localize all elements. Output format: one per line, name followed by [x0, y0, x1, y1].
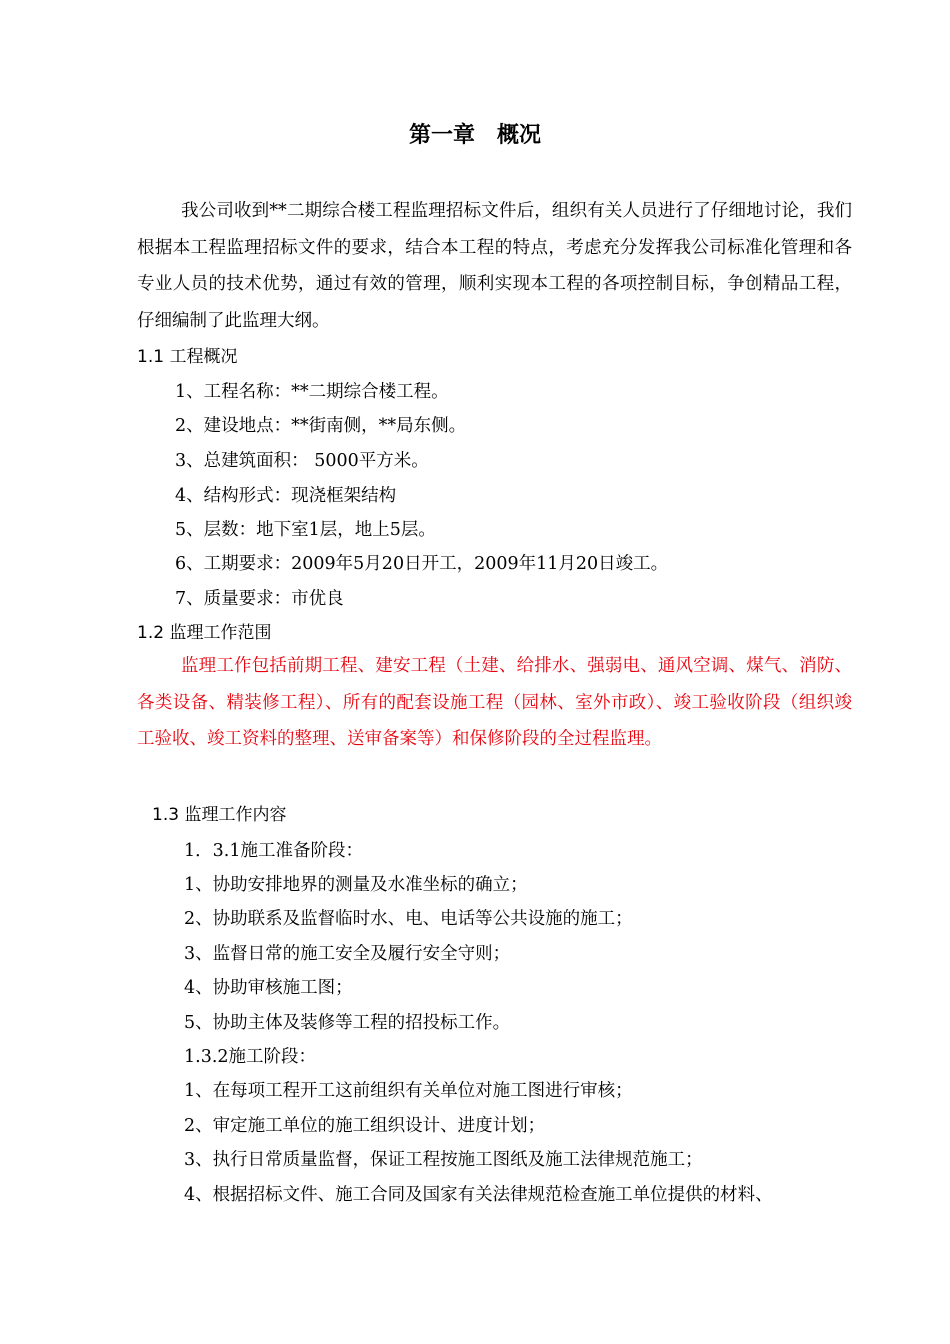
overview-item: 1、工程名称：**二期综合楼工程。: [175, 382, 449, 402]
overview-item: 4、结构形式：现浇框架结构: [175, 486, 397, 506]
subsection-heading-1-3-1: 1．3.1施工准备阶段：: [184, 841, 363, 861]
overview-item: 5、层数：地下室1层，地上5层。: [175, 520, 436, 540]
construction-item: 2、审定施工单位的施工组织设计、进度计划；: [184, 1116, 546, 1136]
intro-paragraph: 我公司收到**二期综合楼工程监理招标文件后，组织有关人员进行了仔细地讨论，我们根据本工程监理招标文件的要求，结合本工程的特点，考虑充分发挥我公司标准化管理和各专业人员的技术优势，通过有效的管理，顺利实现本工程的各项控制目标，争创精品工程，仔细编制了此监理大纲。: [137, 201, 852, 331]
prep-item: 4、协助审核施工图；: [184, 978, 353, 998]
overview-item: 3、总建筑面积： 5000平方米。: [175, 451, 429, 471]
construction-item: 3、执行日常质量监督，保证工程按施工图纸及施工法律规范施工；: [184, 1150, 703, 1170]
prep-item: 3、监督日常的施工安全及履行安全守则；: [184, 944, 511, 964]
section-heading-1-2: 1.2 监理工作范围: [137, 623, 272, 643]
prep-item: 1、协助安排地界的测量及水准坐标的确立；: [184, 875, 528, 895]
overview-item: 6、工期要求：2009年5月20日开工，2009年11月20日竣工。: [175, 554, 669, 574]
prep-item: 2、协助联系及监督临时水、电、电话等公共设施的施工；: [184, 909, 633, 929]
construction-item: 4、根据招标文件、施工合同及国家有关法律规范检查施工单位提供的材料、: [184, 1185, 773, 1205]
scope-paragraph: 监理工作包括前期工程、建安工程（土建、给排水、强弱电、通风空调、煤气、消防、各类设备、精装修工程）、所有的配套设施工程（园林、室外市政）、竣工验收阶段（组织竣工验收、竣工资料的整理、送审备案等）和保修阶段的全过程监理。: [137, 656, 852, 749]
section-heading-1-1: 1.1 工程概况: [137, 347, 238, 367]
chapter-title: 第一章 概况: [408, 123, 541, 148]
subsection-heading-1-3-2: 1.3.2施工阶段：: [184, 1047, 317, 1067]
section-heading-1-3: 1.3 监理工作内容: [152, 805, 287, 825]
prep-item: 5、协助主体及装修等工程的招投标工作。: [184, 1013, 511, 1033]
overview-item: 2、建设地点：**街南侧，**局东侧。: [175, 416, 467, 436]
overview-item: 7、质量要求：市优良: [175, 589, 344, 609]
construction-item: 1、在每项工程开工这前组织有关单位对施工图进行审核；: [184, 1081, 633, 1101]
